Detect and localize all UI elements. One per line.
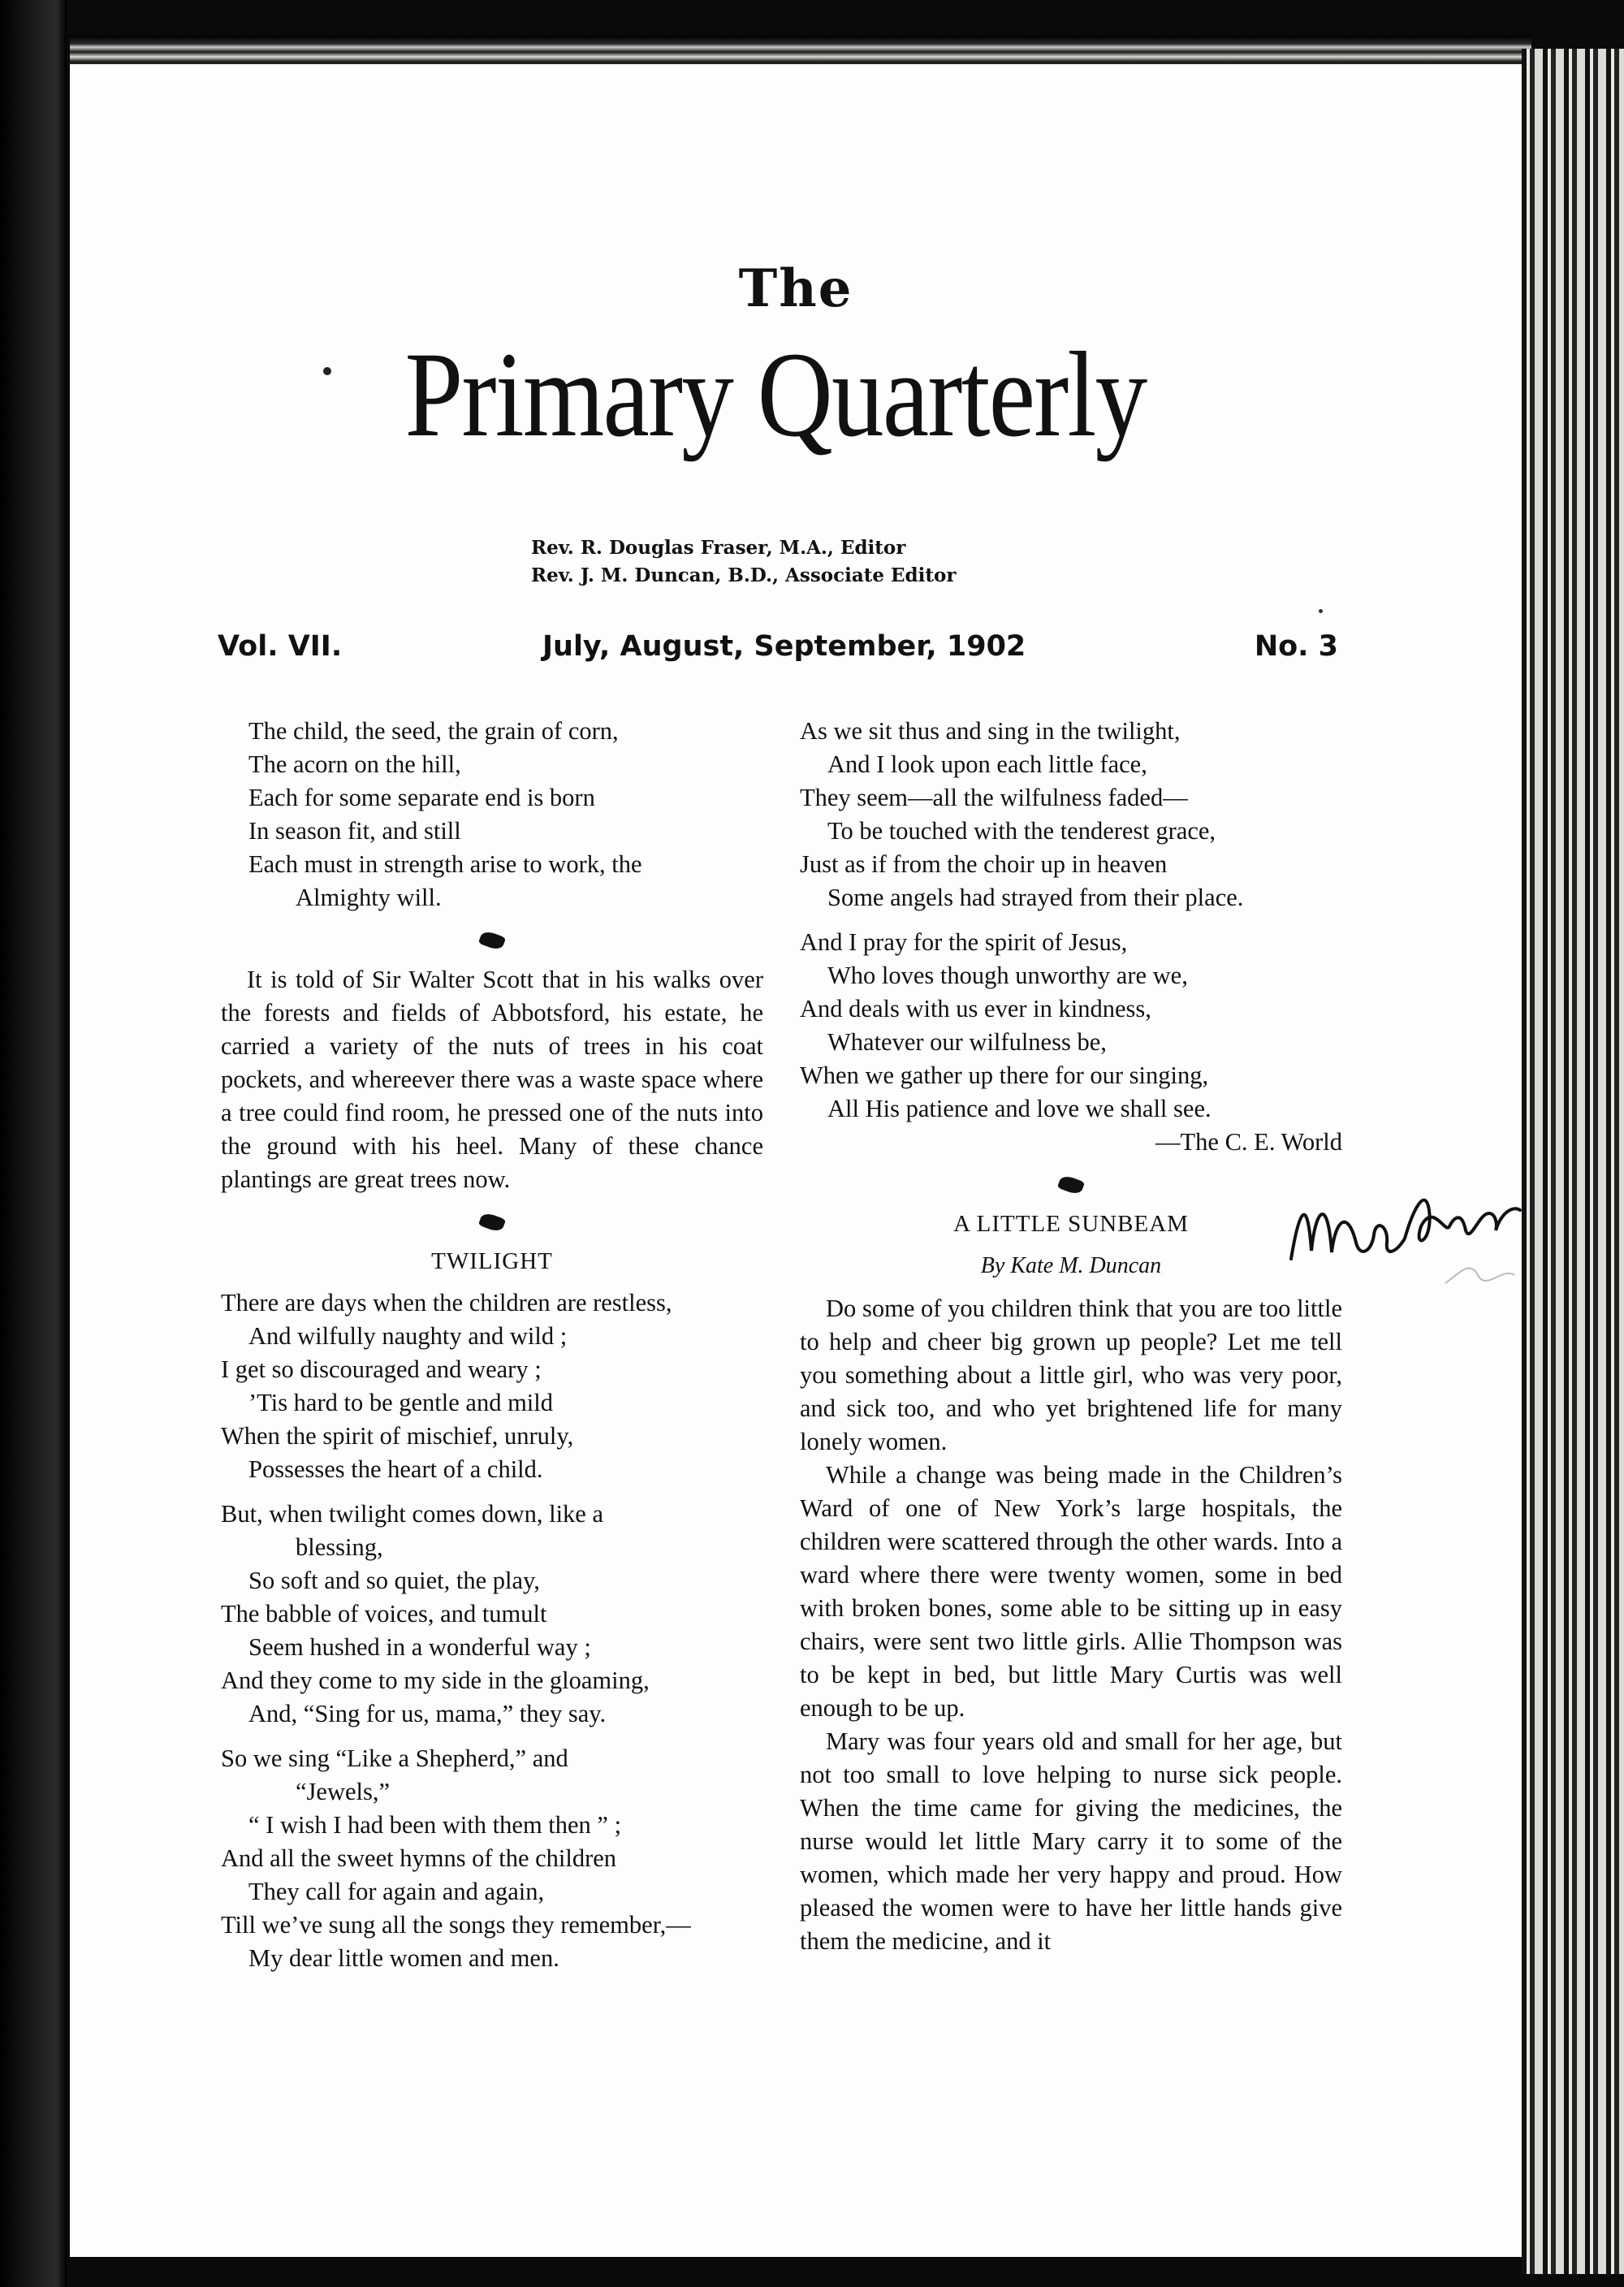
article-paragraph: Do some of you children think that you are too little to help and cheer big grown up people? Let me tell you something about a little girl, who was very poor, and sick too, and who yet brightened life for many lonely women. — [800, 1295, 1342, 1455]
poem-line: In season fit, and still — [248, 817, 461, 845]
poem-line: Almighty will. — [296, 884, 442, 911]
poem-line: So we sing “Like a Shepherd,” and — [221, 1744, 568, 1772]
sunbeam-heading: A LITTLE SUNBEAM — [953, 1211, 1189, 1237]
poem-line: They seem—all the wilfulness faded— — [800, 784, 1188, 811]
left-column — [221, 715, 763, 1975]
scan-page-edges — [1522, 49, 1624, 2274]
volume-label: Vol. VII. — [218, 630, 343, 663]
ornament-divider — [221, 914, 763, 963]
poem-line: To be touched with the tenderest grace, — [827, 817, 1216, 845]
right-column — [800, 715, 1342, 1958]
stray-mark — [1319, 609, 1323, 613]
poem-line: The babble of voices, and tumult — [221, 1600, 547, 1628]
poem-stanza — [800, 926, 1342, 1126]
poem-line: And, “Sing for us, mama,” they say. — [248, 1700, 607, 1727]
stanza-gap — [221, 1731, 763, 1742]
poem-line: And deals with us ever in kindness, — [800, 995, 1151, 1022]
poem-line: As we sit thus and sing in the twilight, — [800, 717, 1181, 745]
poem-line: Just as if from the choir up in heaven — [800, 850, 1168, 878]
scott-paragraph: It is told of Sir Walter Scott that in his walks over the forests and fields of Abbotsford, his estate, he carried a variety of the nuts of trees in his coat pockets, and whereever there was a waste space where a tree could find room, he pressed one of the nuts into the ground with his heel. Many of these chance plantings are great trees now. — [221, 966, 763, 1193]
poem-stanza — [800, 715, 1342, 914]
poem-line: They call for again and again, — [248, 1878, 545, 1905]
issue-number: No. 3 — [1254, 630, 1338, 663]
associate-editor-line: Rev. J. M. Duncan, B.D., Associate Editor — [531, 564, 957, 586]
poem-line: Possesses the heart of a child. — [248, 1455, 543, 1483]
dateline — [218, 630, 1338, 671]
handwritten-annotation — [1283, 1161, 1527, 1299]
poem-line: ’Tis hard to be gentle and mild — [248, 1389, 553, 1416]
poem-line: Who loves though unworthy are we, — [827, 962, 1188, 989]
poem-line: And all the sweet hymns of the children — [221, 1844, 617, 1872]
ornament-divider — [800, 1159, 1342, 1208]
poem-line: And wilfully naughty and wild ; — [248, 1322, 568, 1350]
twilight-poem — [221, 1286, 763, 1975]
poem-line: The child, the seed, the grain of corn, — [248, 717, 619, 745]
sunbeam-article — [800, 1292, 1342, 1958]
poem-line: Whatever our wilfulness be, — [827, 1028, 1107, 1056]
stanza-gap — [221, 1486, 763, 1498]
poem-line: Till we’ve sung all the songs they remember,— — [221, 1911, 691, 1939]
twilight-poem-continued — [800, 715, 1342, 1126]
poem-line: And I look upon each little face, — [827, 750, 1147, 778]
leaf-ornament-icon — [478, 1212, 506, 1234]
ornament-divider — [221, 1196, 763, 1245]
poem-line: There are days when the children are restless, — [221, 1289, 672, 1316]
poem-line: I get so discouraged and weary ; — [221, 1355, 542, 1383]
poem-line: Each for some separate end is born — [248, 784, 595, 811]
scott-paragraph-block — [221, 963, 763, 1196]
article-paragraph: Mary was four years old and small for her age, but not too small to love helping to nurse sick people. When the time came for giving the medicines, the nurse would let little Mary carry it to some of the women, which made her very happy and proud. How pleased the women were to have her little hands give them the medicine, and it — [800, 1727, 1342, 1955]
poem-stanza — [221, 1286, 763, 1486]
poem-line: “ I wish I had been with them then ” ; — [248, 1811, 622, 1839]
poem-line: When the spirit of mischief, unruly, — [221, 1422, 574, 1450]
poem-line: The acorn on the hill, — [248, 750, 461, 778]
poem-line: My dear little women and men. — [248, 1944, 559, 1972]
poem-line: So soft and so quiet, the play, — [248, 1567, 540, 1594]
article-byline: By Kate M. Duncan — [980, 1253, 1162, 1278]
masthead-bullet — [323, 367, 331, 375]
poem-line: Some angels had strayed from their place. — [827, 884, 1244, 911]
poem-stanza — [221, 1742, 763, 1975]
masthead-the: The — [738, 258, 853, 319]
poem-line: When we gather up there for our singing, — [800, 1061, 1209, 1089]
poem-line: blessing, — [296, 1533, 383, 1561]
opening-verse — [221, 715, 763, 914]
scan-top-edge — [70, 36, 1531, 62]
leaf-ornament-icon — [1057, 1174, 1085, 1196]
poem-line: And they come to my side in the gloaming, — [221, 1667, 650, 1694]
article-paragraph: While a change was being made in the Children’s Ward of one of New York’s large hospitals, the children were scattered through the other wards. Into a ward where there were twenty women, some in bed with broken bones, some able to be sitting up in easy chairs, were sent two little girls. Allie Thompson was to be kept in bed, but little Mary Curtis was well enough to be up. — [800, 1461, 1342, 1722]
poem-line: Seem hushed in a wonderful way ; — [248, 1633, 591, 1661]
issue-date: July, August, September, 1902 — [542, 630, 1026, 663]
poem-stanza — [221, 1498, 763, 1731]
poem-line: And I pray for the spirit of Jesus, — [800, 928, 1128, 956]
leaf-ornament-icon — [478, 930, 506, 952]
masthead-title: Primary Quarterly — [404, 327, 1147, 462]
poem-line: All His patience and love we shall see. — [827, 1095, 1212, 1122]
poem-line: But, when twilight comes down, like a — [221, 1500, 603, 1528]
editor-line: Rev. R. Douglas Fraser, M.A., Editor — [531, 537, 906, 559]
scan-left-shadow — [0, 0, 67, 2287]
editors-block — [531, 534, 1181, 590]
poem-line: Each must in strength arise to work, the — [248, 850, 642, 878]
stanza-gap — [800, 914, 1342, 926]
poem-credit: —The C. E. World — [1155, 1128, 1342, 1156]
poem-line: “Jewels,” — [296, 1778, 391, 1805]
twilight-heading: TWILIGHT — [431, 1248, 553, 1274]
